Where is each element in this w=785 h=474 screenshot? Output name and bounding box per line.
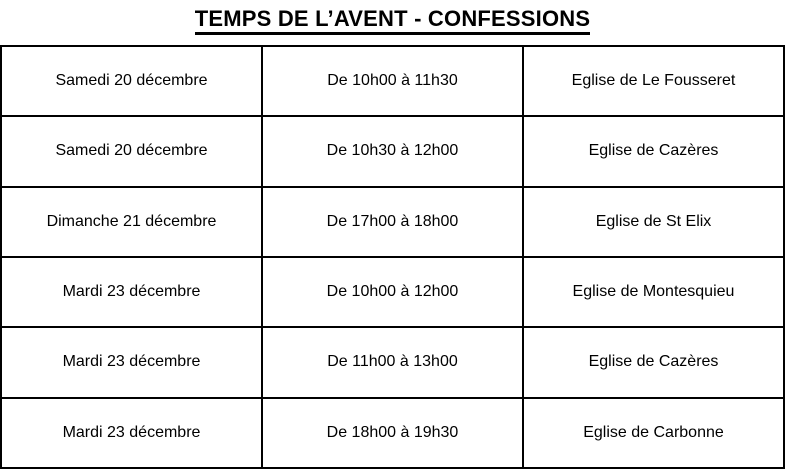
cell-date: Mardi 23 décembre <box>1 257 262 327</box>
cell-date: Mardi 23 décembre <box>1 327 262 397</box>
cell-time: De 11h00 à 13h00 <box>262 327 523 397</box>
table-row <box>1 327 784 397</box>
cell-time: De 10h30 à 12h00 <box>262 116 523 186</box>
cell-church: Eglise de St Elix <box>523 187 784 257</box>
cell-time: De 10h00 à 11h30 <box>262 46 523 116</box>
table-row <box>1 46 784 116</box>
cell-church: Eglise de Cazères <box>523 327 784 397</box>
cell-time: De 10h00 à 12h00 <box>262 257 523 327</box>
cell-date: Mardi 23 décembre <box>1 398 262 468</box>
table-row <box>1 257 784 327</box>
cell-church: Eglise de Cazères <box>523 116 784 186</box>
cell-time: De 17h00 à 18h00 <box>262 187 523 257</box>
title-area <box>0 0 785 33</box>
cell-church: Eglise de Montesquieu <box>523 257 784 327</box>
cell-date: Samedi 20 décembre <box>1 46 262 116</box>
page-title: TEMPS DE L’AVENT - CONFESSIONS <box>195 7 591 35</box>
cell-church: Eglise de Le Fousseret <box>523 46 784 116</box>
cell-date: Samedi 20 décembre <box>1 116 262 186</box>
cell-date: Dimanche 21 décembre <box>1 187 262 257</box>
table-row <box>1 116 784 186</box>
table-row <box>1 187 784 257</box>
confessions-schedule-table <box>0 45 785 469</box>
cell-time: De 18h00 à 19h30 <box>262 398 523 468</box>
cell-church: Eglise de Carbonne <box>523 398 784 468</box>
table-row <box>1 398 784 468</box>
